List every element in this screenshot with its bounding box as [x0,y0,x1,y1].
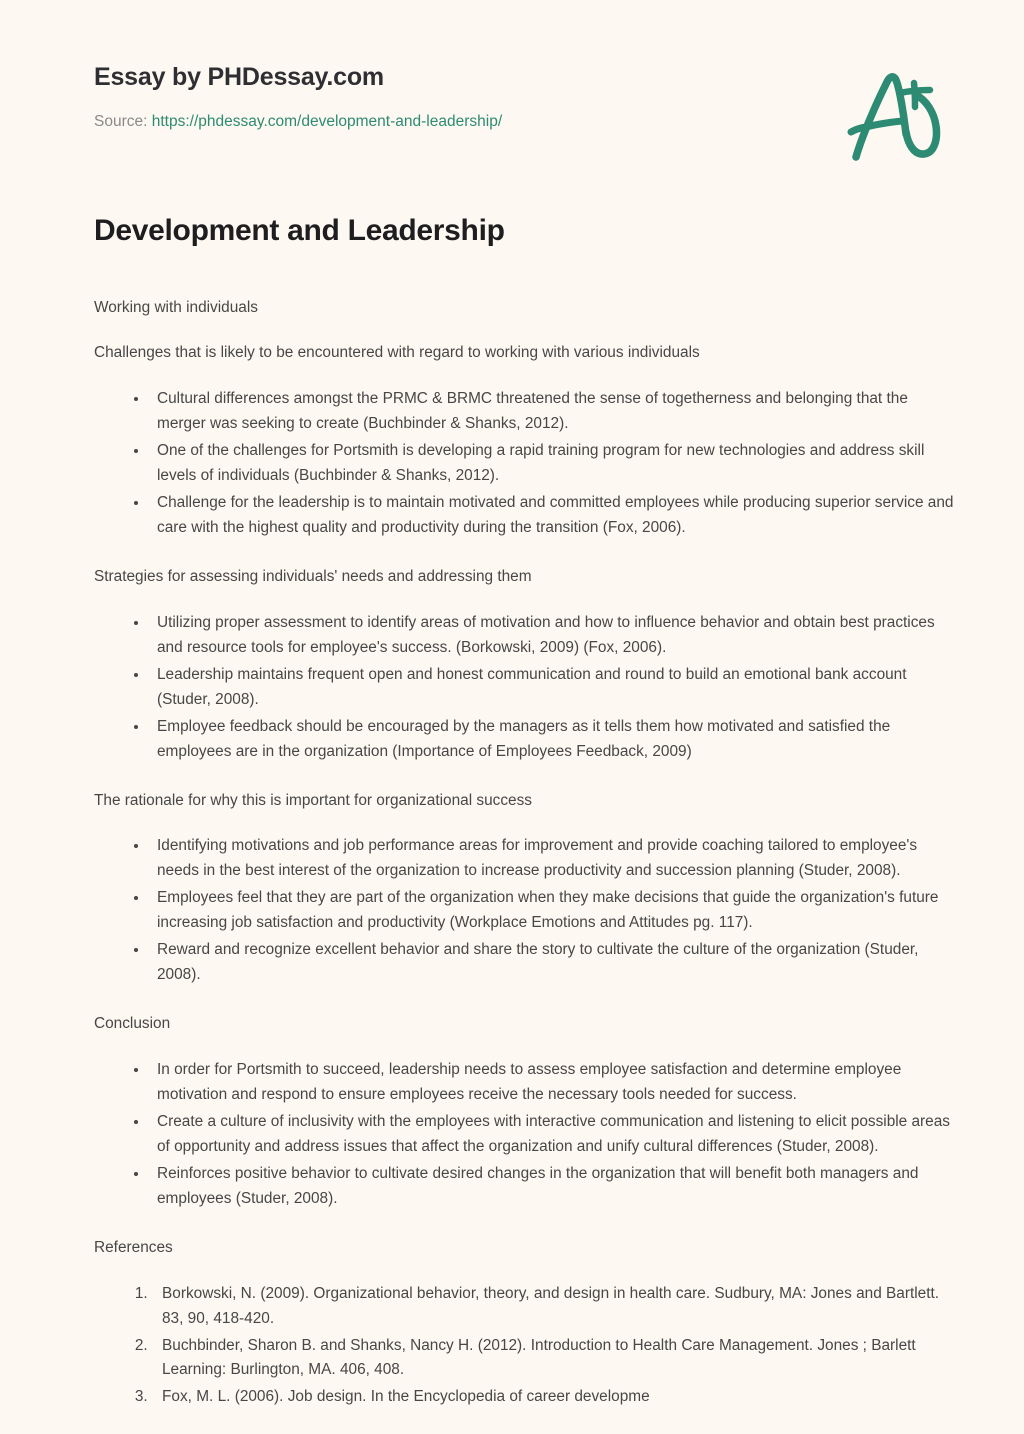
list-item: • Utilizing proper assessment to identify areas of motivation and how to influence behavior and obtain best practices and resource tools for employee's success. (Borkowski, 2009) (Fox, 2006). [149,611,960,661]
source-label: Source: [94,113,148,130]
reference-item: 3. Fox, M. L. (2006). Job design. In the Encyclopedia of career developme [152,1385,960,1410]
section-references [94,1236,960,1411]
source-url-link[interactable]: https://phdessay.com/development-and-leadership/ [151,113,503,130]
references-heading: References [94,1238,173,1256]
section-heading: Conclusion [94,1015,171,1033]
section-conclusion [94,1012,960,1212]
list-item: • Challenge for the leadership is to maintain motivated and committed employees while producing superior service and care with the highest quality and productivity during the transition (Fox, 2006). [149,491,960,541]
section-heading: Working with individuals [94,298,258,316]
page-title: Development and Leadership [94,214,505,247]
list-item: • Leadership maintains frequent open and honest communication and round to build an emotional bank account (Studer, 2008). [149,663,960,713]
page-header [0,0,1024,178]
bullet-list [94,1058,960,1212]
references-list [94,1282,960,1411]
aplus-logo-icon [842,62,952,172]
list-item: • Create a culture of inclusivity with the employees with interactive communication and listening to elicit possible areas of opportunity and address issues that affect the organization and unify cultural differences (Studer, 2008). [149,1110,960,1160]
list-item: • One of the challenges for Portsmith is developing a rapid training program for new technologies and address skill levels of individuals (Buchbinder & Shanks, 2012). [149,439,960,489]
list-item: • Reward and recognize excellent behavior and share the story to cultivate the culture of the organization (Studer, 2008). [149,938,960,988]
bullet-list [94,387,960,541]
list-item: • Employee feedback should be encouraged by the managers as it tells them how motivated and satisfied the employees are in the organization (Importance of Employees Feedback, 2009) [149,715,960,765]
reference-item: 2. Buchbinder, Sharon B. and Shanks, Nancy H. (2012). Introduction to Health Care Management. Jones ; Barlett Learning: Burlington, MA. 406, 408. [152,1334,960,1384]
section-working-with-individuals [94,296,960,541]
bullet-list [94,611,960,765]
list-item: • In order for Portsmith to succeed, leadership needs to assess employee satisfaction and determine employee motivation and respond to ensure employees receive the necessary tools needed for success. [149,1058,960,1108]
reference-item: 1. Borkowski, N. (2009). Organizational behavior, theory, and design in health care. Sudbury, MA: Jones and Bartlett. 83, 90, 418-420. [152,1282,960,1332]
article-body [0,212,1024,1410]
section-heading: Strategies for assessing individuals' needs and addressing them [94,567,532,585]
brand-title: Essay by PHDessay.com [94,63,384,91]
list-item: • Identifying motivations and job performance areas for improvement and provide coaching tailored to employee's needs in the best interest of the organization to increase productivity and succession planning (Studer, 2008). [149,834,960,884]
section-rationale [94,789,960,989]
list-item: • Employees feel that they are part of the organization when they make decisions that guide the organization's future increasing job satisfaction and productivity (Workplace Emotions and Attitudes pg. 117). [149,886,960,936]
bullet-list [94,834,960,988]
list-item: • Reinforces positive behavior to cultivate desired changes in the organization that will benefit both managers and employees (Studer, 2008). [149,1162,960,1212]
list-item: • Cultural differences amongst the PRMC & BRMC threatened the sense of togetherness and belonging that the merger was seeking to create (Buchbinder & Shanks, 2012). [149,387,960,437]
section-heading: The rationale for why this is important for organizational success [94,791,532,809]
section-strategies [94,565,960,765]
section-subheading: Challenges that is likely to be encountered with regard to working with various individuals [94,344,700,362]
source-line [94,112,960,132]
